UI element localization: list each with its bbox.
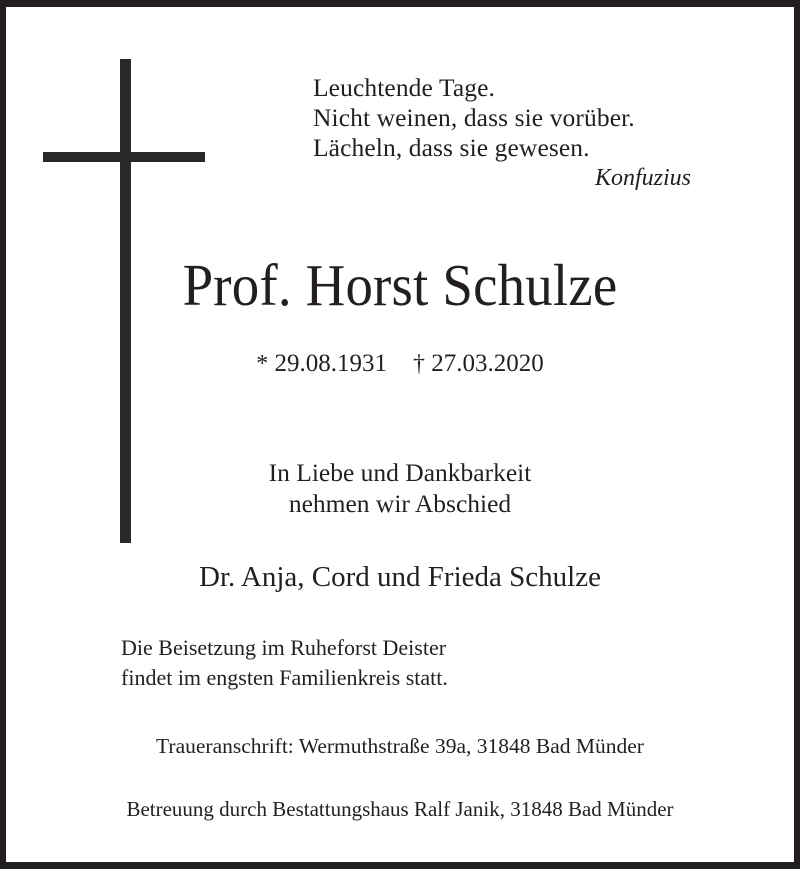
birth-date: 29.08.1931 — [274, 350, 387, 377]
life-dates — [6, 349, 794, 379]
death-date: 27.03.2020 — [431, 350, 544, 377]
quote-attribution: Konfuzius — [594, 165, 691, 191]
burial-line-1: Die Beisetzung im Ruheforst Deister — [121, 635, 447, 660]
death-symbol: † — [413, 351, 425, 377]
quote-line-3: Lächeln, dass sie gewesen. — [313, 133, 590, 162]
farewell-line-2: nehmen wir Abschied — [288, 489, 512, 518]
memorial-quote — [313, 73, 693, 194]
survivor-names: Dr. Anja, Cord und Frieda Schulze — [199, 561, 601, 593]
funeral-home-credit: Betreuung durch Bestattungshaus Ralf Janik, 31848 Bad Münder — [126, 797, 674, 821]
farewell-message — [6, 457, 794, 519]
birth-symbol: * — [256, 351, 269, 377]
mourning-address: Traueranschrift: Wermuthstraße 39a, 31848 Bad Münder — [156, 734, 644, 758]
burial-line-2: findet im engsten Familienkreis statt. — [121, 665, 448, 690]
quote-line-2: Nicht weinen, dass sie vorüber. — [313, 103, 635, 132]
burial-information — [121, 633, 721, 693]
quote-line-1: Leuchtende Tage. — [313, 73, 496, 102]
deceased-name: Prof. Horst Schulze — [182, 252, 618, 318]
cross-horizontal-bar — [43, 152, 205, 162]
farewell-line-1: In Liebe und Dankbarkeit — [268, 458, 532, 487]
notice-content-area — [6, 7, 794, 862]
